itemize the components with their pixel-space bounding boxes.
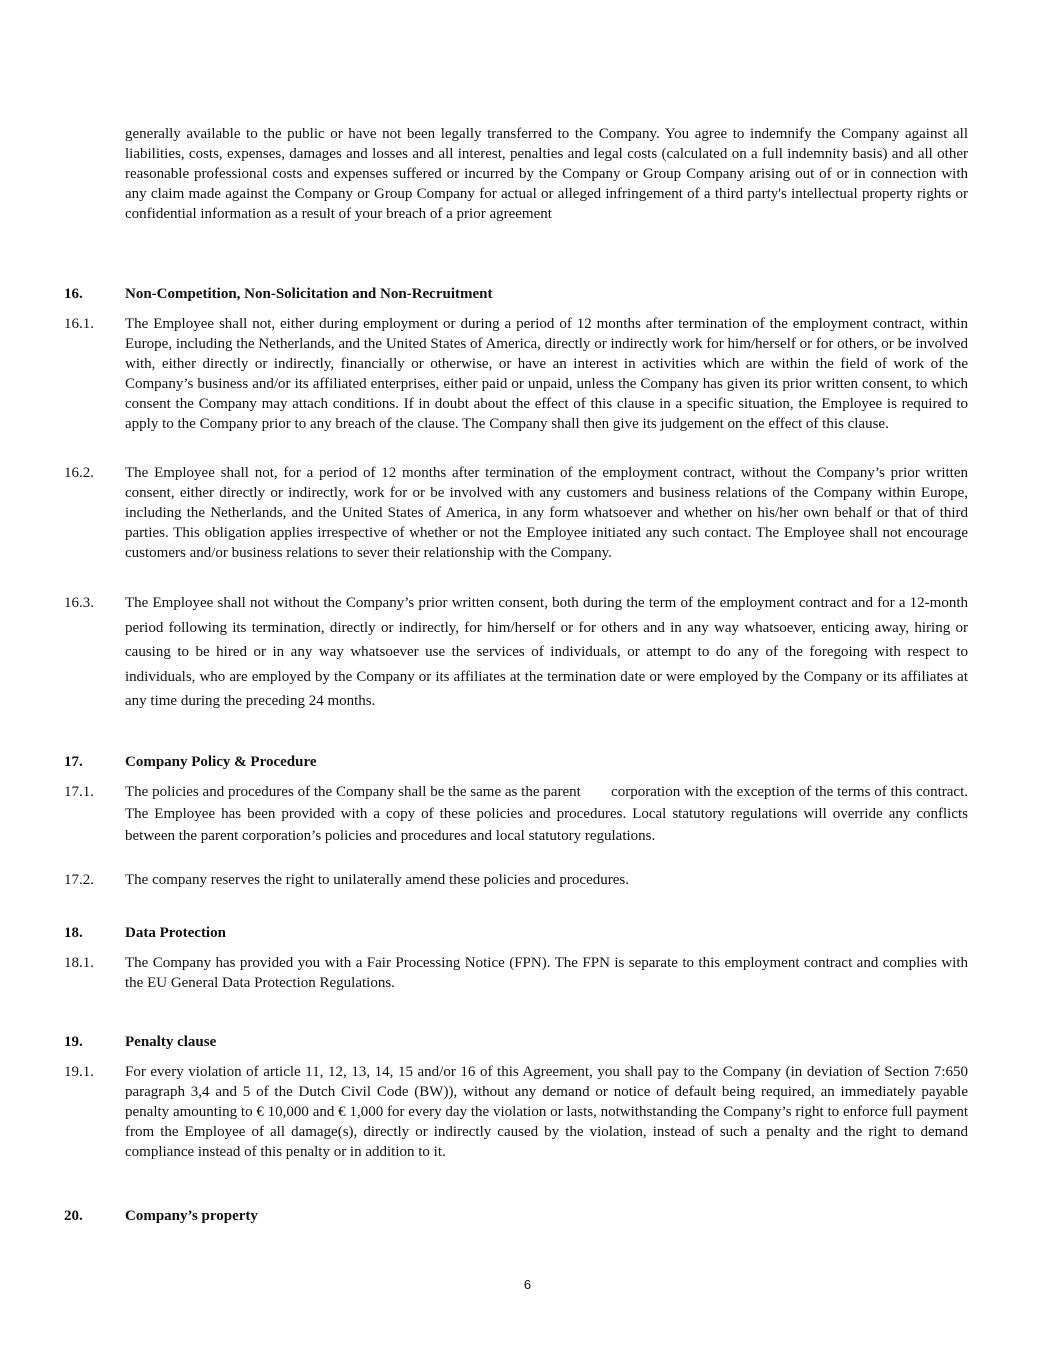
clause-19-1-text: For every violation of article 11, 12, 13, 14, 15 and/or 16 of this Agreement, you shall pay to the Company (in deviation of Section 7:650 paragraph 3,4 and 5 of the Dutch Civil Code (BW)), without any demand or notice of default being required, an immediately payable penalty amounting to € 10,000 and € 1,000 for every day the violation or lasts, notwithstanding the Company’s right to enforce full payment from the Employee of all damage(s), directly or indirectly caused by the violation, instead of such a penalty and the right to demand compliance instead of this penalty or in addition to it. xyxy=(125,1064,968,1160)
intro-paragraph: generally available to the public or have not been legally transferred to the Company. You agree to indemnify the Company against all liabilities, costs, expenses, damages and losses and all interest, penalties and legal costs (calculated on a full indemnity basis) and all other reasonable professional costs and expenses suffered or incurred by the Company or Group Company arising out of or in connection with any claim made against the Company or Group Company for actual or alleged infringement of a third party's intellectual property rights or confidential information as a result of your breach of a prior agreement xyxy=(125,126,968,222)
clause-16-2-number: 16.2. xyxy=(64,465,94,481)
section-19-number: 19. xyxy=(64,1034,83,1050)
clause-16-1-text: The Employee shall not, either during employment or during a period of 12 months after termination of the employment contract, within Europe, including the Netherlands, and the United States of America, directly or indirectly work for him/herself or for others, or be involved with, either directly or indirectly, financially or otherwise, or have an interest in activities which are within the field of work of the Company’s business and/or its affiliated enterprises, either paid or unpaid, unless the Company has given its prior written consent, to which consent the Company may attach conditions. If in doubt about the effect of this clause in a specific situation, the Employee is required to apply to the Company prior to any breach of the clause. The Company shall then give its judgement on the effect of this clause. xyxy=(125,316,968,432)
section-20-number: 20. xyxy=(64,1208,83,1224)
section-17-title: Company Policy & Procedure xyxy=(125,754,317,770)
section-20-title: Company’s property xyxy=(125,1208,258,1224)
clause-18-1-number: 18.1. xyxy=(64,955,94,971)
clause-17-2-number: 17.2. xyxy=(64,872,94,888)
clause-16-1-number: 16.1. xyxy=(64,316,94,332)
section-16-title: Non-Competition, Non-Solicitation and Non-Recruitment xyxy=(125,286,493,302)
clause-18-1-text: The Company has provided you with a Fair Processing Notice (FPN). The FPN is separate to this employment contract and complies with the EU General Data Protection Regulations. xyxy=(125,955,968,991)
section-19-title: Penalty clause xyxy=(125,1034,217,1050)
section-18-number: 18. xyxy=(64,925,83,941)
clause-17-2-text: The company reserves the right to unilaterally amend these policies and procedures. xyxy=(125,872,629,888)
section-18-title: Data Protection xyxy=(125,925,226,941)
clause-16-2-text: The Employee shall not, for a period of 12 months after termination of the employment contract, without the Company’s prior written consent, either directly or indirectly, work for or be involved with any customers and business relations of the Company within Europe, including the Netherlands, and the United States of America, in any form whatsoever and whether on his/her own behalf or that of third parties. This obligation applies irrespective of whether or not the Employee initiated any such contact. The Employee shall not encourage customers and/or business relations to sever their relationship with the Company. xyxy=(125,465,968,561)
clause-19-1-number: 19.1. xyxy=(64,1064,94,1080)
section-17-number: 17. xyxy=(64,754,83,770)
clause-17-1-text: The policies and procedures of the Company shall be the same as the parent corporation with the exception of the terms of this contract. The Employee has been provided with a copy of these policies and procedures. Local statutory regulations will override any conflicts between the parent corporation’s policies and procedures and local statutory regulations. xyxy=(125,784,972,844)
page-number: 6 xyxy=(523,1277,532,1292)
section-16-number: 16. xyxy=(64,286,83,302)
clause-17-1-number: 17.1. xyxy=(64,784,94,800)
clause-16-3-number: 16.3. xyxy=(64,595,94,611)
clause-16-3-text: The Employee shall not without the Company’s prior written consent, both during the term of the employment contract and for a 12-month period following its termination, directly or indirectly, for him/herself or for others and in any way whatsoever, enticing away, hiring or causing to be hired or in any way whatsoever use the services of individuals, or attempt to do any of the foregoing with respect to individuals, who are employed by the Company or its affiliates at the termination date or were employed by the Company or its affiliates at any time during the preceding 24 months. xyxy=(125,595,968,710)
